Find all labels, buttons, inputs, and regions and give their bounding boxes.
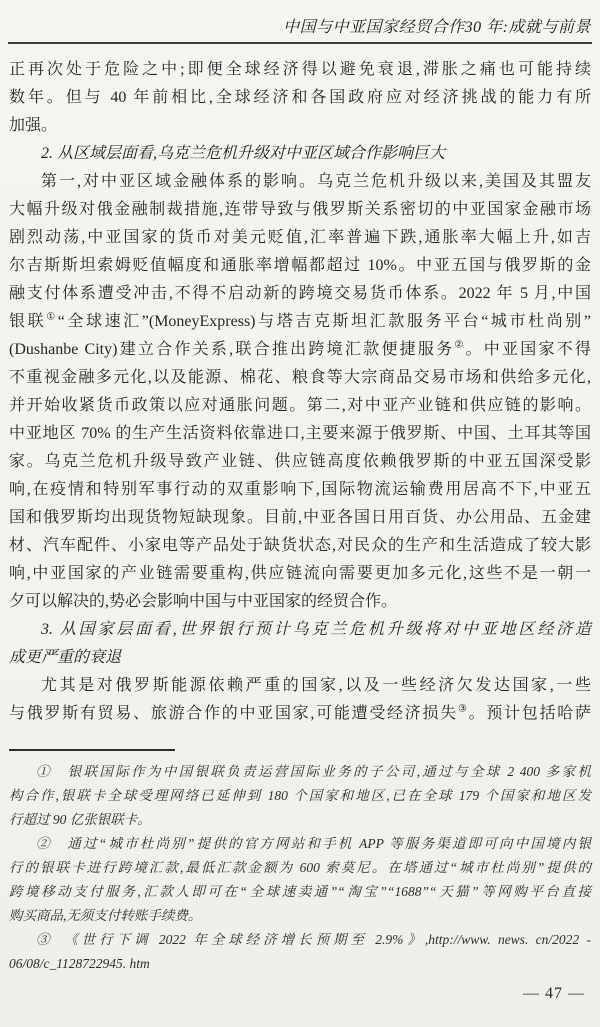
text-line: 正再次处于危险之中;即便全球经济得以避免衰退,滞胀之痛也可能持续 [9, 61, 591, 78]
text-line: 行超过 90 亿张银联卡。 [9, 812, 151, 827]
footnote [9, 760, 591, 832]
running-title: 中国与中亚国家经贸合作30 年:成就与前景 [283, 19, 591, 36]
text-line: 材、汽车配件、小家电等产品处于缺货状态,对民众的生产和生活造成了较大影 [9, 537, 591, 554]
text-line: 尤其是对俄罗斯能源依赖严重的国家,以及一些经济欠发达国家,一些 [41, 677, 591, 694]
text-line: 3. 从国家层面看,世界银行预计乌克兰危机升级将对中亚地区经济造 [41, 621, 591, 638]
text-line: 06/08/c_1128722945. htm [9, 956, 150, 971]
footnote-ref: ② [454, 339, 466, 351]
footnote [9, 928, 591, 976]
footnote-divider [9, 749, 175, 751]
running-header [0, 0, 600, 42]
text-line: 剧烈动荡,中亚国家的货币对美元贬值,汇率普遍下跌,通胀率大幅上升,如吉 [9, 229, 591, 246]
text-line: 国和俄罗斯均出现货物短缺现象。目前,中亚各国日用百货、办公用品、五金建 [9, 509, 591, 526]
text-line: 大幅升级对俄金融制裁措施,连带导致与俄罗斯关系密切的中亚国家金融市场 [9, 201, 591, 218]
text-line: 与俄罗斯有贸易、旅游合作的中亚国家,可能遭受经济损失③。预计包括哈萨 [9, 703, 591, 722]
footnote [9, 832, 591, 928]
text-line: ② 通过“城市杜尚别”提供的官方网站和手机 APP 等服务渠道即可向中国境内银 [36, 836, 591, 851]
footnote-ref: ③ [457, 703, 469, 715]
text-line: 行的银联卡进行跨境汇款,最低汇款金额为 600 索莫尼。在塔通过“城市杜尚别”提供的 [9, 860, 591, 875]
page-number: — 47 — [523, 985, 585, 1002]
text-line: 家。乌克兰危机升级导致产业链、供应链高度依赖俄罗斯的中亚五国深受影 [9, 453, 591, 470]
text-line: 成更严重的衰退 [9, 649, 122, 666]
paragraph [9, 672, 591, 728]
section-heading [9, 140, 591, 168]
paragraph [9, 168, 591, 616]
text-line: 构合作,银联卡全球受理网络已延伸到 180 个国家和地区,已在全球 179 个国家和地区发 [9, 788, 591, 803]
text-line: (Dushanbe City)建立合作关系,联合推出跨境汇款便捷服务②。中亚国家不得 [9, 339, 591, 358]
text-line: 不重视金融多元化,以及能源、棉花、粮食等大宗商品交易市场和供给多元化, [9, 369, 591, 386]
footnote-ref: ① [46, 311, 58, 323]
text-line: 融支付体系遭受冲击,不得不启动新的跨境交易货币体系。2022 年 5 月,中国 [9, 285, 591, 302]
text-line: 数年。但与 40 年前相比,全球经济和各国政府应对经济挑战的能力有所 [9, 89, 591, 106]
text-line: 夕可以解决的,势必会影响中国与中亚国家的经贸合作。 [9, 593, 398, 610]
text-line: 购买商品,无须支付转账手续费。 [9, 908, 202, 923]
section-heading [9, 616, 591, 672]
text-line: 第一,对中亚区域金融体系的影响。乌克兰危机升级以来,美国及其盟友 [41, 173, 591, 190]
text-line: 银联①“全球速汇”(MoneyExpress)与塔吉克斯坦汇款服务平台“城市杜尚别” [9, 311, 591, 330]
page-body [0, 44, 600, 728]
text-line: ③ 《世行下调 2022 年全球经济增长预期至 2.9%》,http://www. news. cn/2022 - [36, 932, 591, 947]
text-line: 2. 从区域层面看,乌克兰危机升级对中亚区域合作影响巨大 [41, 145, 446, 162]
paragraph [9, 56, 591, 140]
text-line: 跨境移动支付服务,汇款人即可在“全球速卖通”“淘宝”“1688”“天猫”等网购平台直接 [9, 884, 591, 899]
text-line: 加强。 [9, 117, 58, 134]
text-line: 尔吉斯斯坦索姆贬值幅度和通胀率增幅都超过 10%。中亚五国与俄罗斯的金 [9, 257, 591, 274]
text-line: 并开始收紧货币政策以应对通胀问题。第二,对中亚产业链和供应链的影响。 [9, 397, 591, 414]
text-line: ① 银联国际作为中国银联负责运营国际业务的子公司,通过与全球 2 400 多家机 [36, 764, 591, 779]
footnotes [0, 760, 600, 976]
text-line: 响,在疫情和特别军事行动的双重影响下,国际物流运输费用居高不下,中亚五 [9, 481, 591, 498]
text-line: 响,中亚国家的产业链需要重构,供应链流向需要更加多元化,这些不是一朝一 [9, 565, 591, 582]
text-line: 中亚地区 70% 的生产生活资料依靠进口,主要来源于俄罗斯、中国、土耳其等国 [9, 425, 591, 442]
